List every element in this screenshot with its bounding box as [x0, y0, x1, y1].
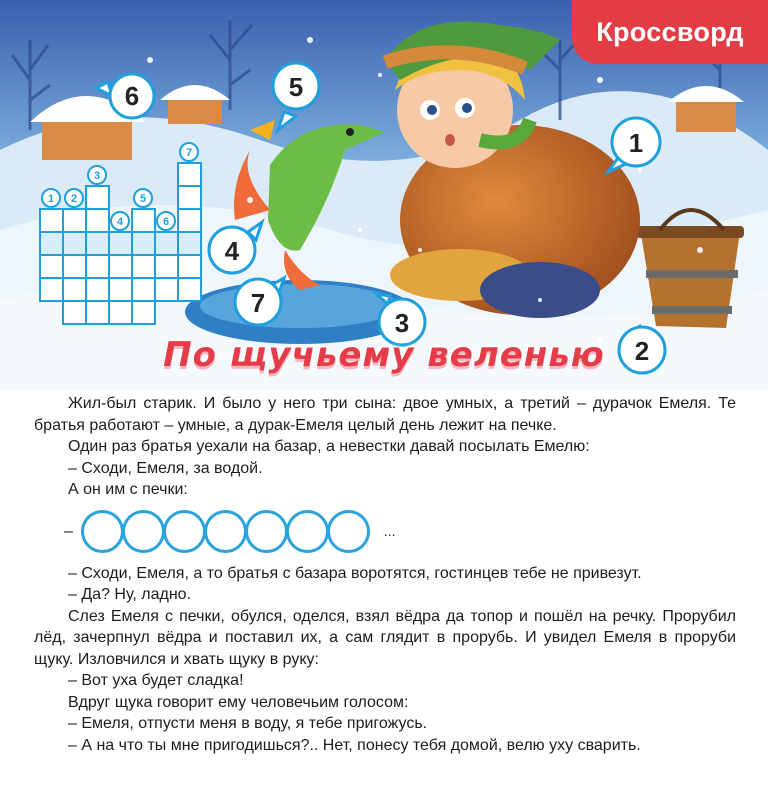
svg-text:2: 2: [70, 193, 78, 205]
answer-letter-circles: [81, 510, 368, 553]
crossword-number-1: [42, 189, 60, 207]
answer-letter-circle[interactable]: [286, 510, 329, 553]
story-paragraph: Один раз братья уехали на базар, а невестки давай посылать Емелю:: [68, 438, 590, 455]
story-paragraph: – Сходи, Емеля, а то братья с базара воротятся, гостинцев тебе не привезут.: [68, 564, 642, 582]
story-paragraph: – А на что ты мне пригодишься?.. Нет, понесу тебя домой, велю уху сварить.: [68, 736, 641, 754]
story-paragraph: – Сходи, Емеля, за водой.: [68, 459, 263, 477]
answer-letter-circle[interactable]: [163, 510, 206, 553]
svg-text:5: 5: [139, 193, 147, 205]
svg-text:4: 4: [224, 236, 240, 266]
story-paragraph: Вдруг щука говорит ему человечьим голосом:: [68, 693, 409, 711]
crossword-number-7: [180, 143, 198, 161]
story-paragraph: – Емеля, отпусти меня в воду, я тебе пригожусь.: [68, 715, 428, 732]
crossword-badge: Кроссворд: [572, 0, 768, 64]
answer-row: [34, 501, 736, 563]
svg-text:6: 6: [162, 216, 170, 228]
crossword-number-6: [157, 212, 175, 230]
story-paragraph: – Да? Ну, ладно.: [68, 586, 192, 603]
crossword-number-2: [65, 189, 83, 207]
svg-text:3: 3: [394, 308, 410, 338]
answer-ellipsis: ...: [383, 522, 396, 539]
svg-text:4: 4: [116, 216, 124, 228]
svg-text:7: 7: [185, 147, 193, 159]
answer-letter-circle[interactable]: [122, 510, 165, 553]
svg-text:7: 7: [250, 288, 266, 318]
story-paragraph: Слез Емеля с печки, обулся, оделся, взял вёдра да топор и пошёл на речку. Прорубил лёд, зачерпнул вёдра и поставил их, а сам глядит в прорубь. И увидел Емеля в проруби щуку. Изловчился и хвать щуку в руку:: [34, 607, 736, 668]
story-paragraph: – Вот уха будет сладка!: [68, 672, 244, 689]
svg-text:3: 3: [93, 170, 101, 182]
answer-letter-circle[interactable]: [245, 510, 288, 553]
svg-text:5: 5: [288, 72, 304, 102]
svg-text:6: 6: [124, 81, 140, 111]
answer-dash: –: [64, 522, 73, 540]
story-paragraph: Жил-был старик. И было у него три сына: двое умных, а третий – дурачок Емеля. Те братья работают – умные, а дурак-Емеля целый день лежит на печке.: [34, 395, 736, 434]
svg-text:1: 1: [47, 193, 55, 205]
answer-letter-circle[interactable]: [81, 510, 124, 553]
answer-letter-circle[interactable]: [204, 510, 247, 553]
svg-text:2: 2: [634, 336, 650, 366]
story-text: [34, 393, 736, 756]
answer-letter-circle[interactable]: [327, 510, 370, 553]
crossword-number-4: [111, 212, 129, 230]
page-title: По щучьему веленью: [163, 335, 605, 375]
svg-text:1: 1: [628, 128, 644, 158]
crossword-number-3: [88, 166, 106, 184]
crossword-number-5: [134, 189, 152, 207]
story-paragraph: А он им с печки:: [68, 481, 188, 498]
